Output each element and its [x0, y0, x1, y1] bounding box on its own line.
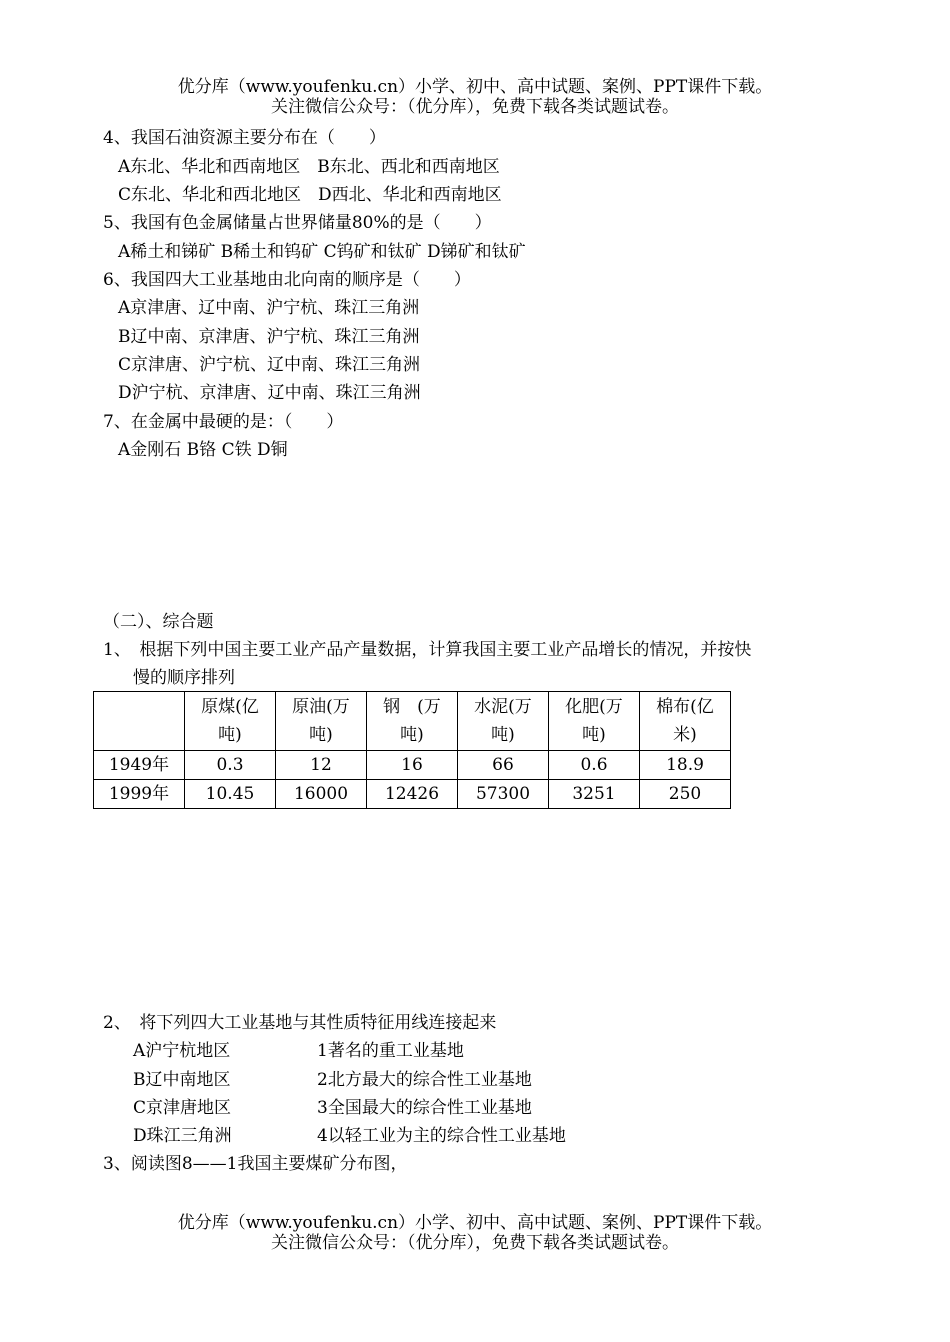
match-right-2: 2北方最大的综合性工业基地 — [317, 1070, 532, 1090]
table-header-cell: 钢 (万 吨) — [367, 692, 458, 751]
match-left-b: B辽中南地区 — [133, 1070, 231, 1090]
table-row — [94, 780, 731, 809]
question-4-options-2: C东北、华北和西北地区 D西北、华北和西南地区 — [118, 185, 502, 205]
table-header-cell: 化肥(万 吨) — [549, 692, 640, 751]
match-left-c: C京津唐地区 — [133, 1098, 232, 1118]
table-cell: 0.3 — [185, 751, 276, 780]
comprehensive-2-stem: 2、 将下列四大工业基地与其性质特征用线连接起来 — [103, 1013, 497, 1033]
header-line-1: 优分库（www.youfenku.cn）小学、初中、高中试题、案例、PPT课件下载。 — [177, 77, 773, 97]
match-right-3: 3全国最大的综合性工业基地 — [317, 1098, 532, 1118]
table-header-cell — [94, 692, 185, 751]
table-cell: 250 — [640, 780, 731, 809]
comprehensive-1-line-1: 1、 根据下列中国主要工业产品产量数据，计算我国主要工业产品增长的情况，并按快 — [103, 640, 752, 660]
question-6-option-b: B辽中南、京津唐、沪宁杭、珠江三角洲 — [118, 327, 420, 347]
match-right-1: 1著名的重工业基地 — [317, 1041, 464, 1061]
footer-line-1: 优分库（www.youfenku.cn）小学、初中、高中试题、案例、PPT课件下载。 — [177, 1213, 773, 1233]
table-cell: 57300 — [458, 780, 549, 809]
table-cell: 0.6 — [549, 751, 640, 780]
footer-line-2: 关注微信公众号：（优分库），免费下载各类试题试卷。 — [271, 1233, 679, 1253]
table-cell: 3251 — [549, 780, 640, 809]
table-cell: 10.45 — [185, 780, 276, 809]
match-left-d: D珠江三角洲 — [133, 1126, 232, 1146]
comprehensive-1-line-2: 慢的顺序排列 — [133, 668, 235, 688]
question-6-option-c: C京津唐、沪宁杭、辽中南、珠江三角洲 — [118, 355, 421, 375]
table-header-row — [94, 692, 731, 751]
table-cell: 12 — [276, 751, 367, 780]
production-table — [93, 691, 731, 809]
table-header-cell: 水泥(万 吨) — [458, 692, 549, 751]
header-line-2: 关注微信公众号：（优分库），免费下载各类试题试卷。 — [271, 97, 679, 117]
question-4-stem: 4、我国石油资源主要分布在（ ） — [103, 128, 386, 148]
question-4-options-1: A东北、华北和西南地区 B东北、西北和西南地区 — [118, 157, 500, 177]
question-6-option-d: D沪宁杭、京津唐、辽中南、珠江三角洲 — [118, 383, 421, 403]
table-cell: 18.9 — [640, 751, 731, 780]
table-header-cell: 棉布(亿 米) — [640, 692, 731, 751]
table-cell: 1999年 — [94, 780, 185, 809]
question-7-options: A金刚石 B铬 C铁 D铜 — [118, 440, 288, 460]
question-7-stem: 7、在金属中最硬的是：（ ） — [103, 412, 344, 432]
table-header-cell: 原油(万 吨) — [276, 692, 367, 751]
table-cell: 16 — [367, 751, 458, 780]
table-cell: 1949年 — [94, 751, 185, 780]
table-row — [94, 751, 731, 780]
table-header-cell: 原煤(亿 吨) — [185, 692, 276, 751]
question-5-options: A稀土和锑矿 B稀土和钨矿 C钨矿和钛矿 D锑矿和钛矿 — [118, 242, 526, 262]
section-title: （二）、综合题 — [103, 612, 214, 632]
question-5-stem: 5、我国有色金属储量占世界储量80%的是（ ） — [103, 213, 492, 233]
table-cell: 12426 — [367, 780, 458, 809]
match-left-a: A沪宁杭地区 — [133, 1041, 231, 1061]
question-6-option-a: A京津唐、辽中南、沪宁杭、珠江三角洲 — [118, 298, 420, 318]
table-cell: 66 — [458, 751, 549, 780]
table-cell: 16000 — [276, 780, 367, 809]
question-6-stem: 6、我国四大工业基地由北向南的顺序是（ ） — [103, 270, 471, 290]
match-right-4: 4以轻工业为主的综合性工业基地 — [317, 1126, 566, 1146]
comprehensive-3-stem: 3、阅读图8——1我国主要煤矿分布图， — [103, 1154, 408, 1174]
